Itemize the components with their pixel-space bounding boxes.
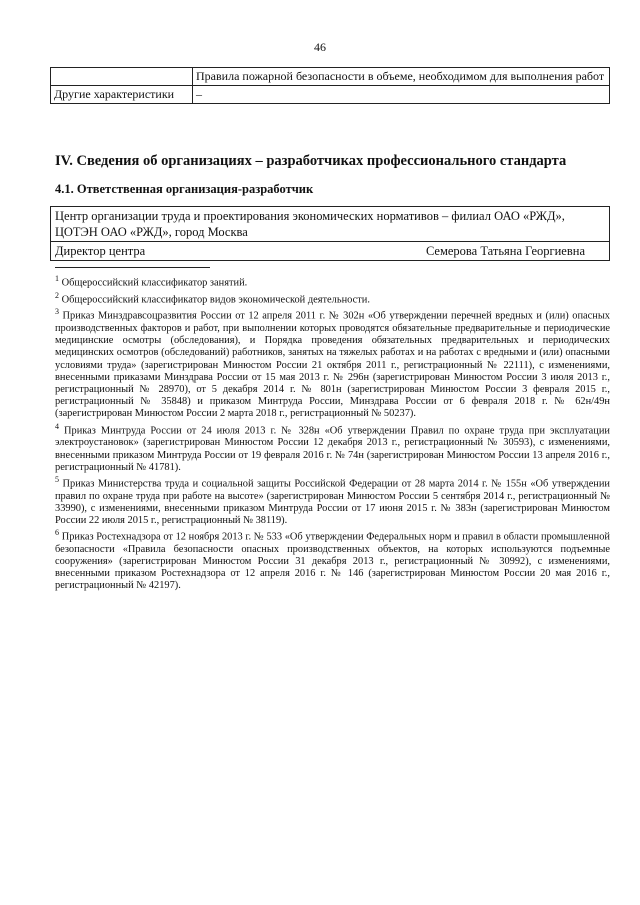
footnote-text: Приказ Минтруда России от 24 июля 2013 г. № 328н «Об утверждении Правил по охране труда при эксплуатации электроустановок» (зарегистрирован Минюстом России 12 декабря 2013 г., регистрационный № 30593), с изменениями, внесенными приказом Минтруда России от 19 февраля 2016 г. № 74н (зарегистрирован Минюстом России 13 апреля 2016 г., регистрационный № 41781).	[55, 425, 610, 473]
subsection-title: 4.1. Ответственная организация-разработчик	[55, 182, 314, 196]
footnote	[55, 474, 610, 527]
footnote-mark: 5	[55, 474, 59, 484]
footnote-mark: 3	[55, 307, 59, 317]
footnote	[55, 290, 610, 307]
footnote	[55, 527, 610, 592]
table-cell-label: Другие характеристики	[51, 86, 193, 104]
page-number: 46	[314, 40, 326, 54]
table-cell-label	[51, 68, 193, 86]
footnote	[55, 306, 610, 420]
organization-name-row	[51, 207, 610, 242]
footnotes	[55, 273, 610, 593]
footnote-mark: 6	[55, 528, 59, 538]
table-cell-value: –	[193, 86, 610, 104]
director-position: Директор центра	[55, 244, 146, 258]
footnote-text: Общероссийский классификатор занятий.	[61, 277, 248, 289]
director-row	[51, 242, 610, 261]
organization-name: Центр организации труда и проектирования экономических нормативов – филиал ОАО «РЖД», ЦОТЭН ОАО «РЖД», город Москва	[51, 207, 610, 242]
footnote-text: Приказ Минздравсоцразвития России от 12 апреля 2011 г. № 302н «Об утверждении перечней вредных и (или) опасных производственных факторов и работ, при выполнении которых проводятся обязательные предварительные и периодические медицинские осмотры (обследования), и Порядка проведения обязательных предварительных и периодических медицинских осмотров (обследований) работников, занятых на тяжелых работах и на работах с вредными и (или) опасными условиями труда» (зарегистрирован Минюстом России 21 октября 2011 г., регистрационный № 22111), с изменениями, внесенными приказами Минздрава России от 15 мая 2013 г. № 296н (зарегистрирован Минюстом России 3 июля 2013 г., регистрационный № 28970), от 5 декабря 2014 г. № 801н (зарегистрирован Минюстом России 3 февраля 2015 г., регистрационный № 35848) и приказом Минтруда России, Минздрава России от 6 февраля 2018 г. № 62н/49н (зарегистрирован Минюстом России 2 марта 2018 г., регистрационный № 50237).	[55, 310, 610, 420]
footnote-mark: 2	[55, 290, 59, 300]
footnote-text: Приказ Ростехнадзора от 12 ноября 2013 г. № 533 «Об утверждении Федеральных норм и правил в области промышленной безопасности «Правила безопасности опасных производственных объектов, на которых используются подъемные сооружения» (зарегистрирован Минюстом России 31 декабря 2013 г., регистрационный № 30992), с изменениями, внесенными приказом Ростехнадзора от 12 апреля 2016 г. № 146 (зарегистрирован Минюстом России 20 мая 2016 г., регистрационный № 42197).	[55, 531, 610, 592]
director-cell	[51, 242, 610, 261]
footnote-mark: 1	[55, 274, 59, 283]
table-row	[51, 68, 610, 86]
footnote-text: Приказ Министерства труда и социальной защиты Российской Федерации от 28 марта 2014 г. № 155н «Об утверждении правил по охране труда при работе на высоте» (зарегистрирован Минюстом России 5 сентября 2014 г., регистрационный № 33990), с изменениями, внесенными приказом Минтруда России от 17 июня 2015 г. № 383н (зарегистрирован Минюстом России 22 июля 2015 г., регистрационный № 38119).	[55, 478, 610, 526]
organization-table	[50, 206, 610, 261]
characteristics-table	[50, 67, 610, 104]
section-title: IV. Сведения об организациях – разработчиках профессионального стандарта	[55, 153, 567, 169]
table-cell-value: Правила пожарной безопасности в объеме, необходимом для выполнения работ	[193, 68, 610, 86]
footnote	[55, 273, 610, 290]
director-name: Семерова Татьяна Георгиевна	[425, 244, 585, 258]
footnote-mark: 4	[55, 421, 59, 431]
footnote-divider	[55, 267, 210, 268]
footnote	[55, 421, 610, 474]
footnote-text: Общероссийский классификатор видов экономической деятельности.	[61, 294, 370, 306]
table-row	[51, 86, 610, 104]
